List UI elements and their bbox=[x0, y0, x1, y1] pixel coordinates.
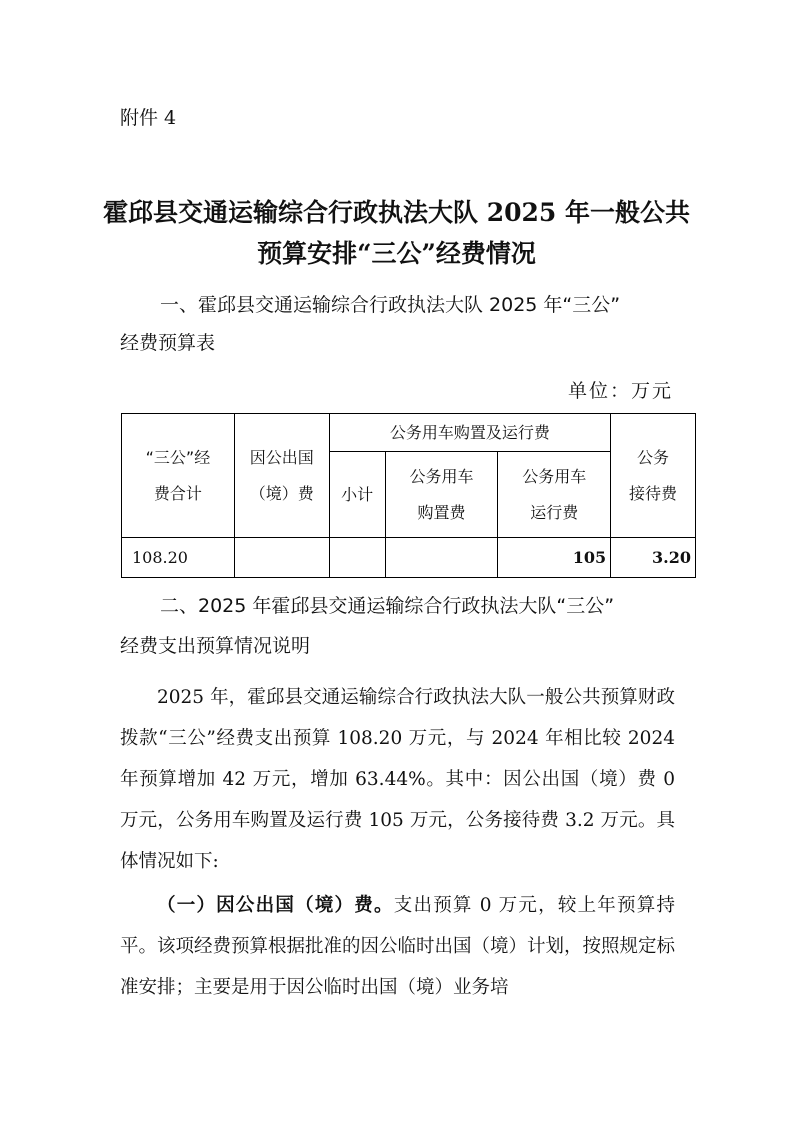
header-total bbox=[122, 414, 235, 538]
paragraph-abroad bbox=[120, 885, 675, 1008]
table-row bbox=[122, 538, 696, 578]
header-running-line1: 公务用车 bbox=[522, 466, 587, 486]
cell-running: 105 bbox=[498, 538, 611, 578]
header-reception-line2: 接待费 bbox=[629, 483, 678, 503]
header-subtotal: 小计 bbox=[329, 452, 385, 538]
header-abroad bbox=[234, 414, 329, 538]
section2-heading-line2: 经费支出预算情况说明 bbox=[120, 635, 311, 657]
header-abroad-line2: （境）费 bbox=[249, 483, 314, 503]
paragraph-overview: 2025 年，霍邱县交通运输综合行政执法大队一般公共预算财政拨款“三公”经费支出预算 108.20 万元，与 2024 年相比较 2024 年预算增加 42 万元，增加 63.44%。其中：因公出国（境）费 0 万元，公务用车购置及运行费 105 万元，公务接待费 3.2 万元。具体情况如下: bbox=[120, 687, 675, 872]
header-purchase-line2: 购置费 bbox=[417, 502, 466, 522]
attachment-label: 附件 4 bbox=[120, 107, 177, 129]
header-abroad-line1: 因公出国 bbox=[249, 447, 314, 467]
header-total-line2: 费合计 bbox=[153, 483, 202, 503]
header-purchase-line1: 公务用车 bbox=[409, 466, 474, 486]
section2-heading-line1: 二、2025 年霍邱县交通运输综合行政执法大队“三公” bbox=[160, 595, 615, 617]
header-total-line1: “三公”经 bbox=[145, 447, 211, 467]
header-reception bbox=[611, 414, 696, 538]
unit-label: 单位：万元 bbox=[567, 380, 673, 402]
cell-total: 108.20 bbox=[122, 538, 235, 578]
header-purchase bbox=[385, 452, 498, 538]
paragraph-abroad-heading: （一）因公出国（境）费。 bbox=[157, 895, 394, 916]
cell-reception: 3.20 bbox=[611, 538, 696, 578]
section1-heading-line2: 经费预算表 bbox=[120, 332, 216, 354]
cell-purchase bbox=[385, 538, 498, 578]
table-header-row-1 bbox=[122, 414, 696, 452]
header-vehicle: 公务用车购置及运行费 bbox=[329, 414, 610, 452]
paragraph-abroad-text: 支出预算 0 万元，较上年预算持平。该项经费预算根据批准的因公临时出国（境）计划，按照规定标准安排；主要是用于因公临时出国（境）业务培 bbox=[120, 895, 676, 998]
header-reception-line1: 公务 bbox=[637, 447, 670, 467]
budget-table bbox=[121, 413, 696, 578]
document-title-line2: 预算安排“三公”经费情况 bbox=[257, 239, 536, 268]
cell-abroad bbox=[234, 538, 329, 578]
header-running-line2: 运行费 bbox=[530, 502, 579, 522]
cell-subtotal bbox=[329, 538, 385, 578]
document-title-line1: 霍邱县交通运输综合行政执法大队 2025 年一般公共 bbox=[103, 198, 690, 227]
header-running bbox=[498, 452, 611, 538]
section1-heading-line1: 一、霍邱县交通运输综合行政执法大队 2025 年“三公” bbox=[160, 294, 621, 316]
